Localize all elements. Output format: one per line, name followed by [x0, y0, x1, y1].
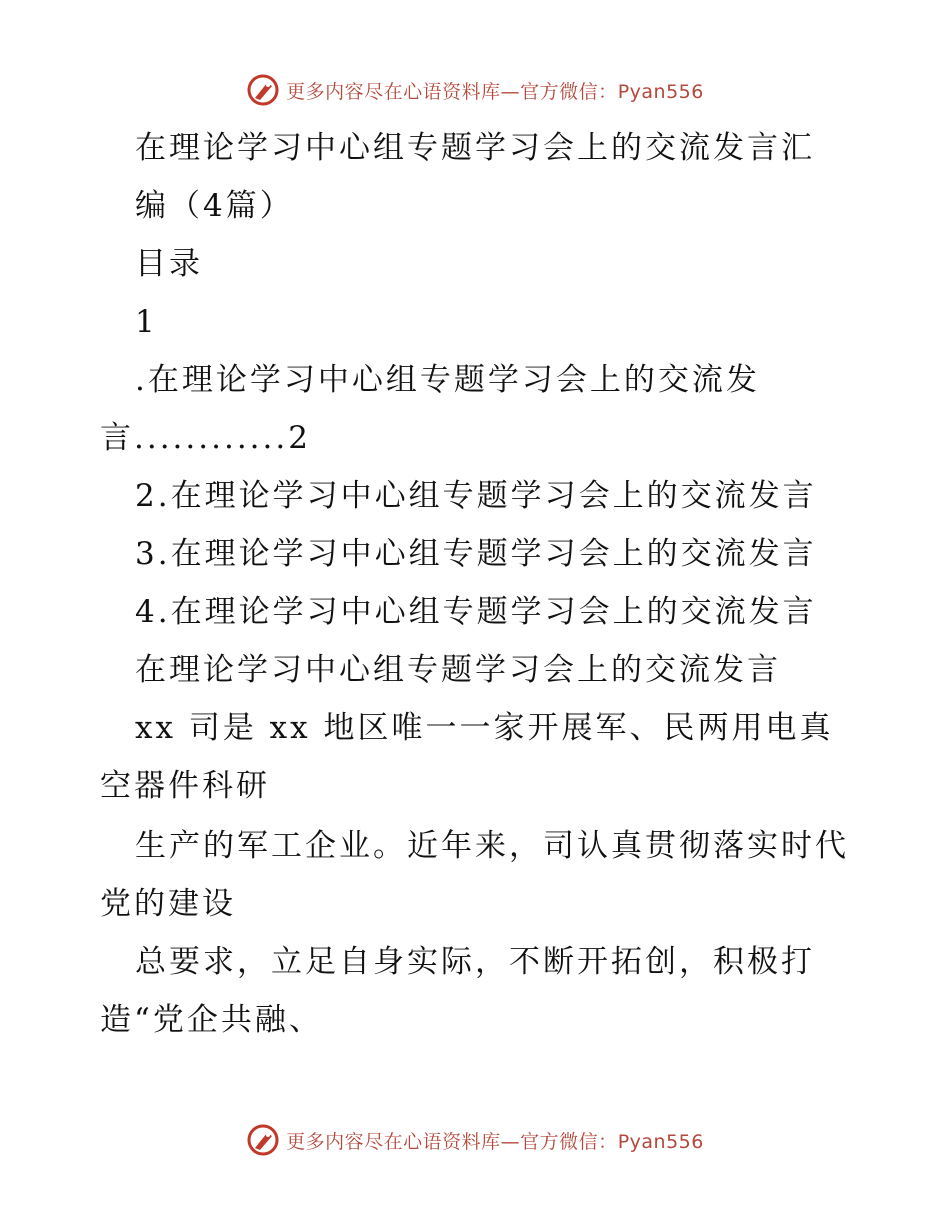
- toc-item-4: 4.在理论学习中心组专题学习会上的交流发言: [135, 594, 817, 630]
- banner-wechat-id: Pyan556: [617, 80, 704, 103]
- pen-nib-logo-icon: [246, 73, 280, 107]
- doc-title-line-2: 编（4篇）: [135, 188, 294, 224]
- header-banner: [0, 70, 950, 110]
- section-title: 在理论学习中心组专题学习会上的交流发言: [135, 652, 781, 688]
- banner-main-text: 更多内容尽在心语资料库: [286, 80, 501, 103]
- toc-item-1-tail: 言............2: [100, 420, 311, 456]
- pen-nib-logo-icon: [246, 1123, 280, 1157]
- footer-banner: [0, 1120, 950, 1160]
- banner-separator: —: [500, 80, 521, 103]
- toc-item-3: 3.在理论学习中心组专题学习会上的交流发言: [135, 536, 817, 572]
- paragraph-1-line-1: xx 司是 xx 地区唯一一家开展军、民两用电真: [135, 710, 834, 746]
- toc-item-1-text: .在理论学习中心组专题学习会上的交流发: [135, 362, 760, 398]
- banner-text: [286, 1127, 704, 1154]
- banner-wechat-label: 官方微信：: [520, 80, 618, 103]
- paragraph-3-line-2: 造“党企共融、: [100, 1002, 323, 1038]
- banner-text: [286, 77, 704, 104]
- paragraph-1-line-2: 空器件科研: [100, 768, 270, 804]
- toc-heading: 目录: [135, 246, 203, 282]
- banner-separator: —: [500, 1130, 521, 1153]
- paragraph-3-line-1: 总要求，立足自身实际，不断开拓创，积极打: [135, 944, 815, 980]
- banner-wechat-id: Pyan556: [617, 1130, 704, 1153]
- banner-wechat-label: 官方微信：: [520, 1130, 618, 1153]
- doc-title-line-1: 在理论学习中心组专题学习会上的交流发言汇: [135, 130, 815, 166]
- toc-item-1-number: 1: [135, 304, 158, 340]
- banner-main-text: 更多内容尽在心语资料库: [286, 1130, 501, 1153]
- paragraph-2-line-1: 生产的军工企业。近年来，司认真贯彻落实时代: [135, 828, 849, 864]
- toc-item-2: 2.在理论学习中心组专题学习会上的交流发言: [135, 478, 817, 514]
- paragraph-2-line-2: 党的建设: [100, 886, 236, 922]
